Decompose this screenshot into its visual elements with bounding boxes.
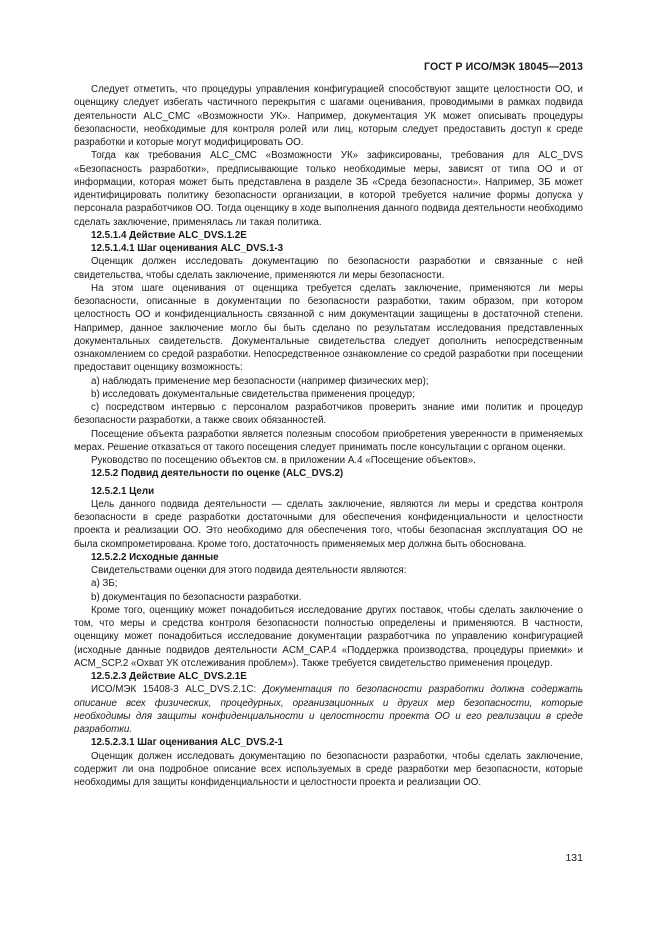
paragraph: Оценщик должен исследовать документацию по безопасности разработки, чтобы сделать заключение, содержит ли она подробное описание всех используемых в среде разработки мер безопасности, которые необходимы для защиты конфиденциальности и целостности проекта и реализации ОО. bbox=[74, 750, 583, 788]
section-heading: 12.5.1.4.1 Шаг оценивания ALC_DVS.1-3 bbox=[91, 243, 284, 254]
paragraph: Руководство по посещению объектов см. в приложении А.4 «Посещение объектов». bbox=[91, 455, 476, 466]
paragraph: Следует отметить, что процедуры управления конфигурацией способствуют защите целостности ОО, и оценщику следует избегать частичного перекрытия с шагами оценивания, проводимыми в рамках подвида деятельности ALC_CMC «Возможности УК». Например, документация УК может описывать процедуры безопасности, необходимые для контроля ролей или лиц, которым следует предоставить доступ к среде разработки и которые могут модифицировать ОО. bbox=[74, 84, 583, 148]
paragraph: Цель данного подвида деятельности — сделать заключение, являются ли меры и средства контроля безопасности в среде разработки достаточными для обеспечения конфиденциальности и целостности проекта и реализации ОО. Это необходимо для обеспечения того, чтобы безопасная эксплуатация ОО не была скомпрометирована. Кроме того, достаточность применяемых мер должна быть обоснована. bbox=[74, 498, 583, 550]
section-heading: 12.5.2.3.1 Шаг оценивания ALC_DVS.2-1 bbox=[91, 737, 284, 749]
requirement-paragraph bbox=[74, 683, 583, 736]
document-body bbox=[74, 83, 583, 789]
list-item: c) посредством интервью с персоналом разработчиков проверить знание ими политик и процедур безопасности разработки, а также своих обязанностей. bbox=[74, 402, 583, 427]
list-item: b) исследовать документальные свидетельства применения процедур; bbox=[91, 388, 415, 400]
paragraph: Свидетельствами оценки для этого подвида деятельности являются: bbox=[91, 565, 407, 576]
list-item: a) наблюдать применение мер безопасности (например физических мер); bbox=[91, 375, 429, 387]
paragraph: Оценщик должен исследовать документацию по безопасности разработки и связанные с ней свидетельства, чтобы сделать заключение, применяются ли меры безопасности. bbox=[74, 256, 583, 281]
paragraph: Посещение объекта разработки является полезным способом приобретения уверенности в применяемых мерах. Решение отказаться от такого посещения следует принимать после консультации с органом оценки. bbox=[74, 428, 583, 453]
list-item: a) ЗБ; bbox=[91, 578, 118, 590]
paragraph: Тогда как требования ALC_CMC «Возможности УК» зафиксированы, требования для ALC_DVS «Безопасность разработки», предписывающие только необходимые меры, зависят от типа ОО и от информации, которая может быть представлена в разделе ЗБ «Среда безопасности». Например, ЗБ может идентифицировать политику безопасности организации, в которой требуется наличие формы допуска у персонала разработчиков ОО. Тогда оценщику в ходе выполнения данного подвида деятельности необходимо сделать заключение, применялась ли такая политика. bbox=[74, 150, 583, 228]
section-heading: 12.5.2.1 Цели bbox=[91, 485, 155, 497]
list-item: b) документация по безопасности разработки. bbox=[91, 591, 302, 603]
requirement-text: Документация по безопасности разработки должна содержать описание всех физических, процедурных, организационных и других мер безопасности, которые необходимы для защиты конфиденциальности и целостности проекта ОО и его реализации в среде разработки. bbox=[74, 684, 584, 735]
paragraph: Кроме того, оценщику может понадобиться исследование других поставок, чтобы сделать заключение о том, что меры и средства контроля безопасности полностью определены и применяются. В частности, оценщику может понадобиться исследование документации разработчика по управлению конфигурацией (исходные данные подвидов деятельности ACM_CAP.4 «Поддержка производства, процедуры приемки» и ACM_SCP.2 «Охват УК отслеживания проблем»). Также требуется свидетельство применения процедур. bbox=[74, 604, 583, 669]
section-heading: 12.5.1.4 Действие ALC_DVS.1.2E bbox=[91, 229, 247, 241]
section-heading: 12.5.2.2 Исходные данные bbox=[91, 551, 219, 563]
document-header: ГОСТ Р ИСО/МЭК 18045—2013 bbox=[424, 61, 583, 73]
requirement-reference: ИСО/МЭК 15408-3 ALC_DVS.2.1C: bbox=[91, 684, 263, 696]
section-heading: 12.5.2 Подвид деятельности по оценке (ALC_DVS.2) bbox=[91, 468, 344, 480]
paragraph: На этом шаге оценивания от оценщика требуется сделать заключение, применяются ли меры безопасности, описанные в документации по безопасности разработки, таким образом, при котором целостность ОО и конфиденциальность связанной с ним документации защищены в достаточной степени. Например, данное заключение могло бы быть сделано по результатам исследования представленных документальных свидетельств. Документальные свидетельства следует дополнить непосредственным ознакомлением со средой разработки. Непосредственное ознакомление со средой разработки при посещении предоставит оценщику возможность: bbox=[74, 282, 583, 374]
section-heading: 12.5.2.3 Действие ALC_DVS.2.1E bbox=[91, 671, 247, 682]
page-number: 131 bbox=[565, 852, 583, 864]
